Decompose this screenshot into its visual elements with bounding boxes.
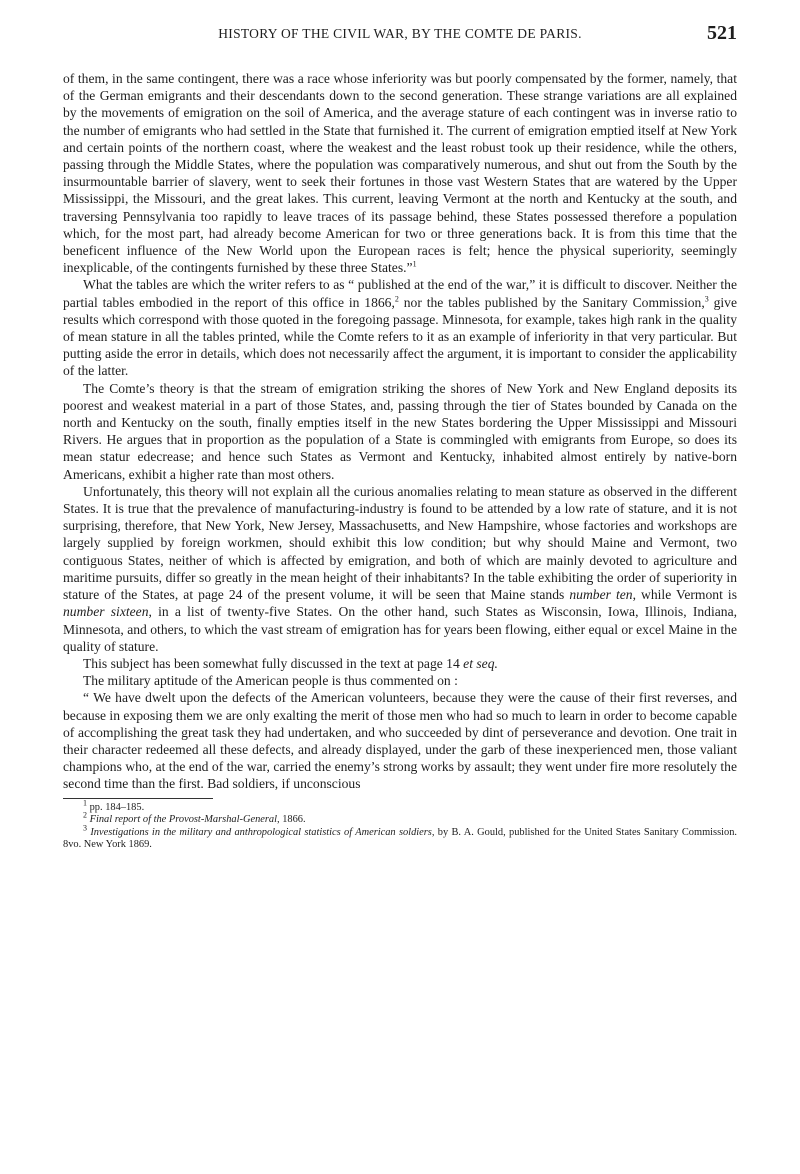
- footnote-2: [63, 810, 737, 827]
- paragraph-2: [63, 276, 737, 379]
- footnotes: [63, 798, 737, 852]
- footnote-3-text: by B. A. Gould, published for the United States Sanitary Commission. 8vo. New York 1869.: [63, 826, 737, 851]
- paragraph-1-text: of them, in the same contingent, there was a race whose inferiority was but poorly compensated by the former, namely, that of the German emigrants and their descendants down to the second generation. These strange variations are all explained by the movements of emigration on the soil of America, and the average stature of each contingent was in inverse ratio to the number of emigrants who had settled in the State that furnished it. The current of emigration emptied itself at New York and certain points of the northern coast, where the weakest and the least robust took up their residence, while the others, passing through the Middle States, where the population was comparatively numerous, and shut out from the South by the insurmountable barrier of slavery, went to seek their fortunes in those vast Western States that are watered by the Upper Mississippi, the Missouri, and the great lakes. This current, leaving Vermont at the north and Kentucky at the south, and traversing Pennsylvania too rapidly to leave traces of its passage behind, these States possessed therefore a population which, for the most part, had already become American for two or three generations back. It is from this time that the beneficent influence of the New World upon the European races is felt; hence the physical superiority, seemingly inexplicable, of the contingents furnished by these three States.”: [63, 71, 737, 276]
- footnote-2-title: Final report of the Provost-Marshal-General,: [89, 814, 280, 826]
- paragraph-5-emphasis: et seq.: [463, 655, 498, 671]
- footnote-3: [63, 823, 737, 852]
- footnote-1: [63, 798, 737, 815]
- footnote-1-text: pp. 184–185.: [89, 801, 145, 813]
- running-title: HISTORY OF THE CIVIL WAR, BY THE COMTE DE PARIS.: [218, 26, 582, 41]
- paragraph-6: [63, 672, 737, 689]
- body-text: [63, 70, 737, 793]
- paragraph-4: [63, 483, 737, 655]
- paragraph-2-text-b: nor the tables published by the Sanitary Commission,: [398, 294, 705, 310]
- paragraph-2-text-c: give results which correspond with those quoted in the foregoing passage. Minnesota, for example, takes high rank in the quality of mean stature in all the tables printed, while the Comte refers to it as an example of inferiority in that very particular. But putting aside the error in details, which does not necessarily affect the argument, it is important to consider the applicability of the latter.: [63, 294, 738, 379]
- footnote-3-title: Investigations in the military and anthropological statistics of American soldiers,: [90, 826, 435, 838]
- paragraph-1: [63, 70, 737, 276]
- footnote-2-text: 1866.: [279, 814, 306, 826]
- footnote-ref-3: 3: [704, 294, 709, 304]
- paragraph-2-text-a: What the tables are which the writer refers to as “ published at the end of the war,” it is difficult to discover. Neither the partial tables embodied in the report of this office in 1866,: [63, 277, 737, 310]
- footnote-2-number: 2: [83, 810, 87, 820]
- paragraph-5-text-a: This subject has been somewhat fully discussed in the text at page 14: [83, 655, 464, 671]
- paragraph-4-text-a: Unfortunately, this theory will not explain all the curious anomalies relating to mean stature as observed in the different States. It is true that the prevalence of manufacturing-industry is found to be attended by a low rate of stature, and it is not surprising, therefore, that New York, New Jersey, Massachusetts, and New Hampshire, whose factories and workshops are largely supplied by foreign workmen, should exhibit this low condition; but why should Maine and Vermont, two contiguous States, neither of which is affected by emigration, and both of which are mainly devoted to agriculture and maritime pursuits, differ so greatly in the mean height of their inhabitants? In the table exhibiting the order of superiority in stature of the States, at page 24 of the present volume, it will be seen that Maine stands: [63, 483, 737, 603]
- footnote-ref-2: 2: [394, 294, 399, 304]
- page-number: 521: [707, 22, 737, 44]
- paragraph-5: [63, 655, 737, 672]
- paragraph-7: [63, 689, 737, 792]
- footnote-ref-1: 1: [412, 259, 417, 269]
- footnote-3-number: 3: [83, 823, 87, 833]
- paragraph-4-emphasis-a: number ten: [569, 587, 633, 603]
- page: [63, 22, 737, 852]
- paragraph-4-text-b: , while Vermont is: [632, 587, 737, 603]
- paragraph-6-text: The military aptitude of the American people is thus commented on :: [83, 673, 458, 689]
- footnote-1-number: 1: [83, 798, 87, 808]
- running-head: [63, 22, 737, 48]
- paragraph-7-text: “ We have dwelt upon the defects of the American volunteers, because they were the cause of their first reverses, and because in exposing them we are only exalting the merit of those men who had so much to learn in order to become capable of accomplishing the great task they had undertaken, and who succeeded by dint of perseverance and devotion. One trait in their character redeemed all these defects, and already displayed, under the garb of these inexperienced men, those valiant champions who, at the end of the war, carried the enemy’s strong works by assault; they went under fire more resolutely the second time than the first. Bad soldiers, if unconscious: [63, 690, 737, 792]
- paragraph-3: [63, 380, 737, 483]
- paragraph-4-emphasis-b: number sixteen: [63, 604, 149, 620]
- paragraph-4-text-c: , in a list of twenty-five States. On the other hand, such States as Wisconsin, Iowa, Illinois, Indiana, Minnesota, and others, to which the vast stream of emigration has for years been flowing, either equal or excel Maine in the quality of stature.: [63, 604, 737, 654]
- paragraph-3-text: The Comte’s theory is that the stream of emigration striking the shores of New York and New England deposits its poorest and weakest material in a part of those States, and, passing through the tier of States bounded by Canada on the north and Kentucky on the south, finally empties itself in the new States bordering the Upper Mississippi and Missouri Rivers. He argues that in proportion as the population of a State is commingled with emigrants from Europe, so does its mean statur edecrease; and hence such States as Vermont and Kentucky, inhabited almost entirely by native-born Americans, exhibit a higher rate than most others.: [63, 380, 737, 482]
